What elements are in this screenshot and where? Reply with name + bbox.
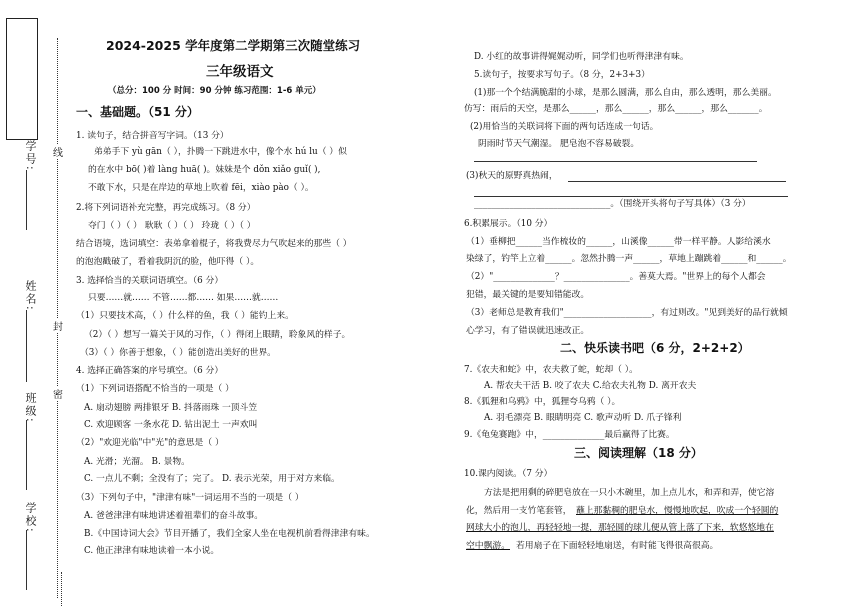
left-line-4: 2.将下列词语补充完整，再完成练习。（8 分） — [76, 203, 256, 213]
left-line-13: 4. 选择正确答案的序号填空。（6 分） — [76, 366, 224, 376]
left-line-0: 1. 读句子，结合拼音写字词。（13 分） — [76, 131, 229, 141]
left-line-2: 的在水中 bō( )着 làng huā( )。妹妹是个 dǒn xiǎo guǐ( ), — [88, 165, 321, 175]
answer-line-5-3a — [568, 181, 786, 182]
seal-feng: 封 — [53, 318, 63, 333]
left-line-17: （2）"欢迎光临"中"光"的意思是（ ） — [76, 438, 224, 448]
right-bottom-line-2: 化，然后用一支竹笔套管， — [466, 506, 572, 516]
right-top-line-4: (2)用恰当的关联词将下面的两句话连成一句话。 — [470, 122, 659, 132]
right-mid-line-1: A. 帮农夫干活 B. 咬了农夫 C.给农夫礼物 D. 离开农夫 — [484, 381, 697, 391]
right-top-line-3: 仿写：雨后的天空，是那么______，那么______，那么______，那么_______。 — [464, 104, 768, 114]
right-bottom-line-3: 蘸上那黏稠的肥皂水，慢慢地吹起，吹成一个轻圆的 — [576, 506, 779, 516]
name-line — [26, 310, 27, 382]
left-line-19: C. 一点儿不剩；全没有了；完了。 D. 表示光荣，用于对方来临。 — [84, 474, 340, 484]
left-line-15: A. 扇动翅膀 两排银牙 B. 抖落雨珠 一顶斗笠 — [84, 403, 258, 413]
right-mid-line-0: 7.《农夫和蛇》中，农夫救了蛇，蛇却（ ）。 — [464, 365, 638, 375]
right-top-line-7: (3)秋天的原野真热闹， — [466, 171, 558, 181]
right-bottom-line-0: 10.课内阅读。（7 分） — [464, 469, 553, 479]
left-line-8: 3. 选择恰当的关联词语填空。（6 分） — [76, 276, 224, 286]
right-bottom-line-6: 若用扇子在下面轻轻地扇送，有时能飞得很高很高。 — [516, 541, 719, 551]
left-line-5: 夺门（ ）（ ） 耿耿（ ）（ ） 玲珑（ ）（ ） — [88, 221, 256, 231]
class-line — [26, 420, 27, 490]
left-line-7: 的泡泡戳破了，看着我阴沉的脸，他吓得（ ）。 — [76, 257, 260, 267]
name-label: 姓名: — [24, 280, 37, 312]
right-top-line-12: 染绿了，钓竿上立着______。忽然扑腾一声______，草地上蹦跳着______和______。 — [466, 254, 792, 264]
seal-dotted-line-bottom — [61, 572, 62, 606]
right-top-line-1: 5.读句子，按要求写句子。（8 分，2+3+3） — [474, 70, 650, 80]
school-line — [26, 530, 27, 590]
exam-meta: （总分：100 分 时间：90 分钟 练习范围：1-6 单元） — [108, 86, 321, 96]
left-line-16: C. 欢迎顾客 一条水花 D. 钻出泥土 一声欢叫 — [84, 420, 258, 430]
left-line-1: 弟弟手下 yù gān（ ），扑腾一下跳进水中，像个水 hú lu（ ）似 — [94, 147, 347, 157]
right-top-line-13: （2）"______________？_______________。善莫大焉。"世界上的每个人都会 — [466, 272, 766, 282]
student-no-label: 学号: — [24, 140, 37, 172]
right-top-line-11: （1）垂柳把______当作梳妆的______，山溪像______带一样平静。人影给溪水 — [466, 237, 771, 247]
left-line-20: （3）下列句子中，"津津有味"一词运用不当的一项是（ ） — [76, 493, 304, 503]
section-basic-title: 一、基础题。（51 分） — [76, 105, 199, 119]
school-label: 学校: — [24, 502, 37, 534]
class-label: 班级: — [24, 392, 37, 424]
left-line-12: （3）（ ）你善于想象，（ ）能创造出美好的世界。 — [80, 348, 276, 358]
right-mid-line-2: 8.《狐狸和乌鸦》中，狐狸夸乌鸦（ ）。 — [464, 397, 621, 407]
right-top-line-0: D. 小红的故事讲得娓娓动听，同学们也听得津津有味。 — [474, 52, 689, 62]
right-top-line-2: (1)那一个个结满脆甜的小球，是那么圆满，那么自由，那么透明，那么美丽。 — [474, 88, 777, 98]
exam-title: 2024-2025 学年度第二学期第三次随堂练习 — [106, 38, 361, 53]
section-reading-title: 三、阅读理解（18 分） — [574, 446, 703, 460]
student-no-line — [26, 170, 27, 230]
left-line-23: C. 他正津津有味地读着一本小说。 — [84, 546, 220, 556]
seal-mi: 密 — [53, 386, 63, 401]
left-line-18: A. 光滑；光溜。 B. 景物。 — [84, 457, 190, 467]
right-mid-line-3: A. 羽毛漂亮 B. 眼睛明亮 C. 歌声动听 D. 爪子锋利 — [484, 413, 682, 423]
left-line-22: B.《中国诗词大会》节目开播了，我们全家人坐在电视机前看得津津有味。 — [84, 529, 375, 539]
right-top-line-16: 心学习，有了错误就迅速改正。 — [466, 326, 590, 336]
right-bottom-line-5: 空中飘游。 — [466, 541, 510, 551]
left-line-14: （1）下列词语搭配不恰当的一项是（ ） — [76, 384, 234, 394]
left-line-10: （1）只要技术高，（ ）什么样的鱼，我（ ）能钓上来。 — [76, 311, 294, 321]
right-mid-line-4: 9.《龟兔赛跑》中，______________最后赢得了比赛。 — [464, 430, 675, 440]
right-top-line-10: 6.积累展示。（10 分） — [464, 219, 553, 229]
answer-line-5-2 — [474, 161, 757, 162]
left-line-11: （2）（ ）想写一篇关于风的习作，（ ）得闭上眼睛，聆象风的样子。 — [84, 330, 351, 340]
left-line-21: A. 爸爸津津有味地讲述着祖辈们的奋斗故事。 — [84, 511, 264, 521]
right-top-line-9: _______________________________。（围绕开头将句子写具体）（3 分） — [474, 199, 751, 209]
exam-subtitle: 三年级语文 — [206, 64, 274, 80]
right-top-line-15: （3）老师总是教育我们"____________________，有过则改。"见到美好的品行就倾 — [466, 308, 788, 318]
margin-box — [6, 18, 38, 140]
left-line-9: 只要……就…… 不管……都…… 如果……就…… — [88, 293, 279, 303]
right-top-line-5: 阴雨时节天气潮湿。 肥皂泡不容易破裂。 — [478, 139, 640, 149]
right-top-line-14: 犯错，最关键的是要知错能改。 — [466, 290, 590, 300]
left-line-3: 不敢下水，只是在岸边的草地上吹着 fēi，xiào pào（ ）。 — [88, 183, 314, 193]
section-reading-bar-title: 二、快乐读书吧（6 分，2+2+2） — [560, 341, 750, 355]
right-bottom-line-1: 方法是把用剩的碎肥皂放在一只小木碗里，加上点儿水，和弄和弄，使它溶 — [484, 488, 775, 498]
answer-line-5-3b — [474, 196, 788, 197]
right-bottom-line-4: 网球大小的泡儿，再轻轻地一提，那轻圆的球儿便从管上落了下来，软悠悠地在 — [466, 523, 774, 533]
seal-xian: 线 — [53, 144, 63, 159]
left-line-6: 结合语境，选词填空：表弟拿着棍子，将我费尽力气吹起来的那些（ ） — [76, 239, 352, 249]
